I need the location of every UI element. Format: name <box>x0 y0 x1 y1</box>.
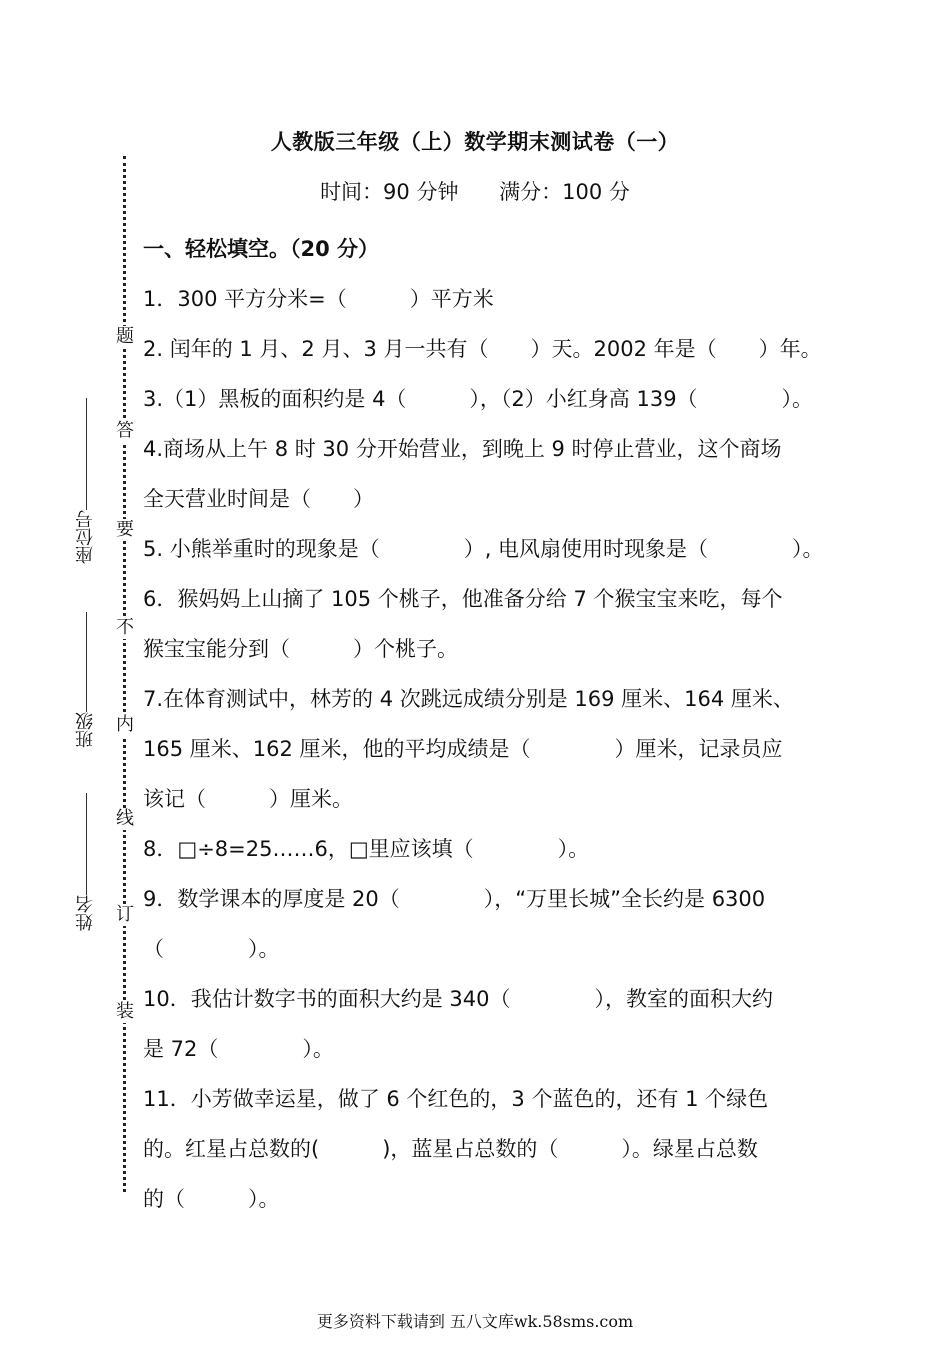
section-heading: 一、轻松填空。（20 分） <box>143 237 380 261</box>
binding-char: 不 <box>116 617 134 638</box>
question-line: 6．猴妈妈上山摘了 105 个桃子，他准备分给 7 个猴宝宝来吃，每个 <box>143 587 783 611</box>
name-field[interactable] <box>72 793 100 931</box>
binding-dotted-line <box>123 156 126 1192</box>
question-line: 的。红星占总数的( )，蓝星占总数的（ ）。绿星占总数 <box>143 1137 758 1161</box>
question-line: 2. 闰年的 1 月、2 月、3 月一共有（ ）天。2002 年是（ ）年。 <box>143 337 822 361</box>
question-line: 5. 小熊举重时的现象是（ ）, 电风扇使用时现象是（ ）。 <box>143 537 824 561</box>
name-underline <box>86 793 87 895</box>
binding-char: 要 <box>116 519 134 540</box>
binding-char: 订 <box>116 904 134 925</box>
question-line: （ ）。 <box>143 937 280 961</box>
exam-time: 时间：90 分钟 <box>320 180 459 204</box>
question-line: 全天营业时间是（ ） <box>143 487 374 511</box>
question-line: 3.（1）黑板的面积约是 4（ ），（2）小红身高 139（ ）。 <box>143 387 814 411</box>
binding-char: 题 <box>116 326 134 347</box>
exam-subtitle <box>0 176 950 206</box>
question-line: 10．我估计数字书的面积大约是 340（ ），教室的面积大约 <box>143 987 773 1011</box>
question-line: 的（ ）。 <box>143 1187 280 1211</box>
question-line: 165 厘米、162 厘米，他的平均成绩是（ ）厘米，记录员应 <box>143 737 783 761</box>
exam-full-score: 满分：100 分 <box>499 180 630 204</box>
binding-char: 答 <box>116 420 134 441</box>
question-line: 是 72（ ）。 <box>143 1037 334 1061</box>
class-field[interactable] <box>72 612 100 748</box>
exam-title: 人教版三年级（上）数学期末测试卷（一） <box>270 130 680 154</box>
binding-char: 内 <box>116 714 134 735</box>
seat-number-underline <box>86 398 87 510</box>
footer-watermark: 更多资料下载请到 五八文库wk.58sms.com <box>316 1312 634 1331</box>
name-label: 姓名 <box>75 895 96 931</box>
section-fill-in-blanks <box>143 224 824 1224</box>
question-line: 该记（ ）厘米。 <box>143 787 353 811</box>
question-line: 8．□÷8=25……6，□里应该填（ ）。 <box>143 837 590 861</box>
question-line: 7.在体育测试中，林芳的 4 次跳远成绩分别是 169 厘米、164 厘米、 <box>143 687 794 711</box>
class-label: 班级 <box>75 712 96 748</box>
question-line: 11．小芳做幸运星，做了 6 个红色的，3 个蓝色的，还有 1 个绿色 <box>143 1087 769 1111</box>
question-line: 1．300 平方分米=（ ）平方米 <box>143 287 494 311</box>
seat-number-field[interactable] <box>72 398 100 564</box>
question-line: 4.商场从上午 8 时 30 分开始营业，到晚上 9 时停止营业，这个商场 <box>143 437 782 461</box>
class-underline <box>86 612 87 712</box>
question-line: 猴宝宝能分到（ ）个桃子。 <box>143 637 458 661</box>
binding-char: 线 <box>116 808 134 829</box>
binding-char: 装 <box>116 1001 134 1022</box>
seat-number-label: 座位号 <box>75 510 96 564</box>
question-line: 9．数学课本的厚度是 20（ ），“万里长城”全长约是 6300 <box>143 887 766 911</box>
